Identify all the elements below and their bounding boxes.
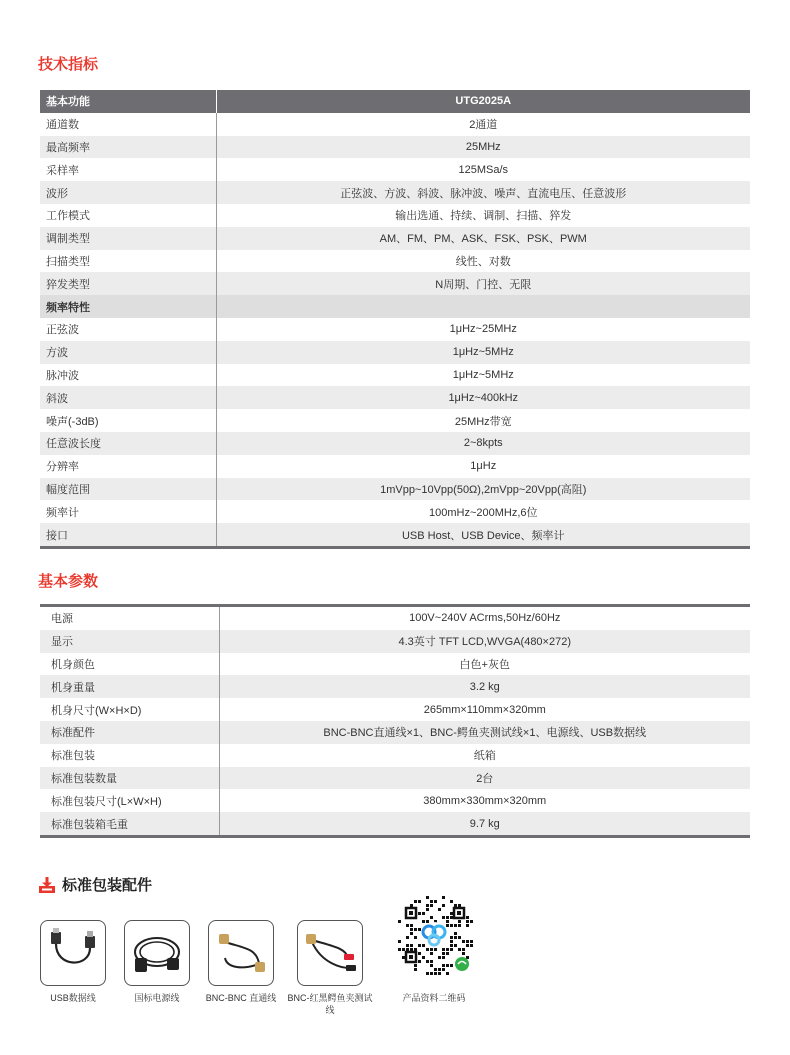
header-key: 基本功能: [40, 90, 216, 113]
table-row: [40, 812, 750, 836]
table-row: [40, 630, 750, 653]
table-row: [40, 158, 750, 181]
row-value: 9.7 kg: [219, 812, 750, 836]
row-value: N周期、门控、无限: [216, 272, 750, 295]
row-key: 最高频率: [40, 136, 216, 159]
row-key: 频率计: [40, 500, 216, 523]
basic-params-table: [40, 604, 750, 838]
row-value: 1μHz~5MHz: [452, 368, 514, 381]
row-key: 机身颜色: [40, 653, 219, 676]
accessories-title: [38, 874, 152, 895]
row-key: 脉冲波: [40, 364, 216, 387]
table-row: [40, 432, 750, 455]
table-row: [40, 721, 750, 744]
row-value: 纸箱: [473, 750, 496, 763]
row-key: 幅度范围: [40, 478, 216, 501]
qr-label: 产品资料二维码: [402, 993, 466, 1003]
table-row: [40, 675, 750, 698]
row-key: 标准包装: [40, 744, 219, 767]
row-key: 正弦波: [40, 318, 216, 341]
row-key: 机身尺寸(W×H×D): [40, 698, 219, 721]
row-value: 正弦波、方波、斜波、脉冲波、噪声、直流电压、任意波形: [216, 181, 750, 204]
row-value: 2台: [219, 767, 750, 790]
table-row: [40, 113, 750, 136]
row-key: 方波: [40, 341, 216, 364]
table-row: [40, 455, 750, 478]
row-key: 通道数: [40, 113, 216, 136]
row-value: USB Host、USB Device、频率计: [216, 523, 750, 547]
row-value: 1mVpp~10Vpp(50Ω),2mVpp~20Vpp(高阻): [216, 478, 750, 501]
table-row: [40, 653, 750, 676]
accessory-power-cord: [124, 920, 190, 1004]
row-value: AM、FM、PM、ASK、FSK、PSK、PWM: [216, 227, 750, 250]
subheader-empty: [216, 295, 750, 318]
basic-section-title: 基本参数: [38, 573, 99, 590]
row-key: 工作模式: [40, 204, 216, 227]
row-key: 调制类型: [40, 227, 216, 250]
subheader-label: 频率特性: [40, 295, 216, 318]
table-row: [40, 227, 750, 250]
power-cord-icon: [129, 928, 185, 978]
accessory-bnc-cable-label: BNC-BNC 直通线: [205, 993, 277, 1003]
table-row: [40, 272, 750, 295]
table-row: [40, 409, 750, 432]
row-key: 波形: [40, 181, 216, 204]
row-key: 扫描类型: [40, 250, 216, 273]
row-key: 标准包装箱毛重: [40, 812, 219, 836]
row-key: 标准包装数量: [40, 767, 219, 790]
row-key: 标准配件: [40, 721, 219, 744]
table-row: [40, 181, 750, 204]
spec-table-header: [40, 90, 750, 113]
row-value: 25MHz带宽: [454, 415, 512, 428]
row-key: 电源: [40, 606, 219, 630]
row-value: 3.2 kg: [219, 675, 750, 698]
usb-cable-icon: [46, 928, 100, 978]
bnc-cable-icon: [213, 928, 269, 978]
row-value: 25MHz: [216, 136, 750, 159]
table-row: [40, 341, 750, 364]
table-row: [40, 767, 750, 790]
row-value: 100mHz~200MHz,6位: [428, 506, 538, 519]
row-value: 2通道: [469, 119, 498, 132]
accessory-alligator-cable: [287, 920, 373, 1016]
table-row: [40, 250, 750, 273]
row-key: 任意波长度: [40, 432, 216, 455]
row-value: BNC-BNC直通线×1、BNC-鳄鱼夹测试线×1、电源线、USB数据线: [219, 721, 750, 744]
row-value: 125MSa/s: [458, 163, 509, 176]
table-row: [40, 478, 750, 501]
row-key: 分辨率: [40, 455, 216, 478]
row-key: 接口: [40, 523, 216, 547]
accessory-usb-cable-label: USB数据线: [50, 993, 96, 1003]
spec-section-title: 技术指标: [38, 56, 99, 73]
accessory-bnc-cable: [205, 920, 277, 1004]
row-value: 白色+灰色: [459, 658, 510, 671]
row-value: 输出选通、持续、调制、扫描、猝发: [395, 210, 572, 223]
table-row: [40, 204, 750, 227]
table-row: [40, 364, 750, 387]
row-value: 1μHz~25MHz: [449, 323, 517, 336]
table-row: [40, 523, 750, 547]
table-row: [40, 500, 750, 523]
row-value: 380mm×330mm×320mm: [423, 794, 547, 807]
spec-table: [40, 90, 750, 549]
accessory-alligator-cable-label: BNC-红黑鳄鱼夹测试线: [287, 993, 373, 1015]
row-key: 噪声(-3dB): [40, 409, 216, 432]
table-row: [40, 318, 750, 341]
download-box-icon: [38, 876, 56, 894]
table-row: [40, 789, 750, 812]
row-key: 机身重量: [40, 675, 219, 698]
spec-subheader: [40, 295, 750, 318]
row-value: 4.3英寸 TFT LCD,WVGA(480×272): [219, 630, 750, 653]
row-value: 1μHz~400kHz: [216, 386, 750, 409]
row-value: 1μHz~5MHz: [216, 341, 750, 364]
accessory-power-cord-label: 国标电源线: [134, 993, 180, 1003]
header-model: UTG2025A: [216, 90, 750, 113]
row-value: 100V~240V ACrms,50Hz/60Hz: [409, 612, 561, 625]
qr-code-icon[interactable]: [386, 888, 482, 980]
accessory-usb-cable: [40, 920, 106, 1004]
product-qr[interactable]: [386, 888, 482, 1004]
table-row: [40, 744, 750, 767]
alligator-clip-cable-icon: [302, 928, 358, 978]
row-key: 显示: [40, 630, 219, 653]
row-key: 斜波: [40, 386, 216, 409]
row-key: 标准包装尺寸(L×W×H): [40, 789, 219, 812]
row-key: 采样率: [40, 158, 216, 181]
accessories-title-text: 标准包装配件: [62, 877, 153, 894]
row-value: 2~8kpts: [216, 432, 750, 455]
row-value: 265mm×110mm×320mm: [423, 703, 546, 716]
row-value: 线性、对数: [455, 255, 511, 268]
table-row: [40, 698, 750, 721]
table-row: [40, 136, 750, 159]
table-row: [40, 606, 750, 630]
row-key: 猝发类型: [40, 272, 216, 295]
row-value: 1μHz: [470, 460, 497, 473]
table-row: [40, 386, 750, 409]
